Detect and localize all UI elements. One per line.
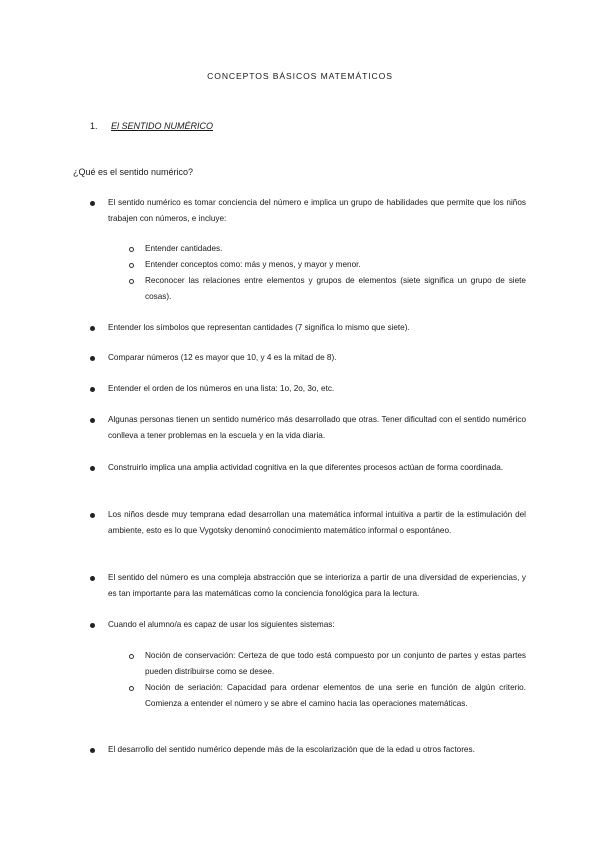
- sub-bullet-circle: [129, 686, 134, 691]
- section-title: El SENTIDO NUMÉRICO: [111, 121, 214, 131]
- bullet-dot: [90, 418, 95, 423]
- bullet-text: El sentido numérico es tomar conciencia del número e implica un grupo de habilidades que permite que los niños trabajen con números, e incluye:: [108, 198, 526, 223]
- bullet-dot: [90, 356, 95, 361]
- bullet-text: El desarrollo del sentido numérico depende más de la escolarización que de la edad u otros factores.: [108, 745, 475, 754]
- bullet-dot: [90, 748, 95, 753]
- bullet-text: Entender los símbolos que representan cantidades (7 significa lo mismo que siete).: [108, 323, 410, 332]
- bullet-text: Comparar números (12 es mayor que 10, y 4 es la mitad de 8).: [108, 353, 337, 362]
- sub-bullet-circle: [129, 263, 134, 268]
- sub-bullet-circle: [129, 279, 134, 284]
- sub-bullet-text: Entender cantidades.: [145, 244, 223, 253]
- bullet-text: El sentido del número es una compleja abstracción que se interioriza a partir de una diversidad de experiencias, y es tan importante para las matemáticas como la conciencia fonológica para la lectura.: [108, 573, 526, 598]
- bullet-text: Algunas personas tienen un sentido numérico más desarrollado que otras. Tener dificultad con el sentido numérico conlleva a tener problemas en la escuela y en la vida diaria.: [108, 415, 526, 440]
- bullet-dot: [90, 576, 95, 581]
- sub-bullet-circle: [129, 654, 134, 659]
- section-number: 1.: [90, 121, 98, 131]
- question-heading: ¿Qué es el sentido numérico?: [73, 167, 194, 177]
- bullet-text: Los niños desde muy temprana edad desarrollan una matemática informal intuitiva a partir de la estimulación del ambiente, esto es lo que Vygotsky denominó conocimiento matemático informal o espontáneo.: [108, 510, 526, 535]
- bullet-dot: [90, 387, 95, 392]
- sub-bullet-text: Noción de conservación: Certeza de que todo está compuesto por un conjunto de partes y estas partes pueden distribuirse como se desee.: [145, 651, 526, 676]
- bullet-dot: [90, 513, 95, 518]
- sub-bullet-circle: [129, 247, 134, 252]
- bullet-text: Cuando el alumno/a es capaz de usar los siguientes sistemas:: [108, 620, 335, 629]
- bullet-text: Construirlo implica una amplia actividad cognitiva en la que diferentes procesos actúan de forma coordinada.: [108, 463, 504, 472]
- bullet-dot: [90, 466, 95, 471]
- bullet-text: Entender el orden de los números en una lista: 1o, 2o, 3o, etc.: [108, 384, 335, 393]
- sub-bullet-text: Entender conceptos como: más y menos, y mayor y menor.: [145, 260, 361, 269]
- bullet-dot: [90, 326, 95, 331]
- sub-bullet-text: Noción de seriación: Capacidad para ordenar elementos de una serie en función de algún criterio. Comienza a entender el número y se abre el camino hacia las operaciones matemáticas.: [145, 683, 526, 708]
- sub-bullet-text: Reconocer las relaciones entre elementos y grupos de elementos (siete significa un grupo de siete cosas).: [145, 276, 526, 301]
- bullet-dot: [90, 201, 95, 206]
- document-title: CONCEPTOS BÁSICOS MATEMÁTICOS: [207, 71, 393, 81]
- bullet-dot: [90, 623, 95, 628]
